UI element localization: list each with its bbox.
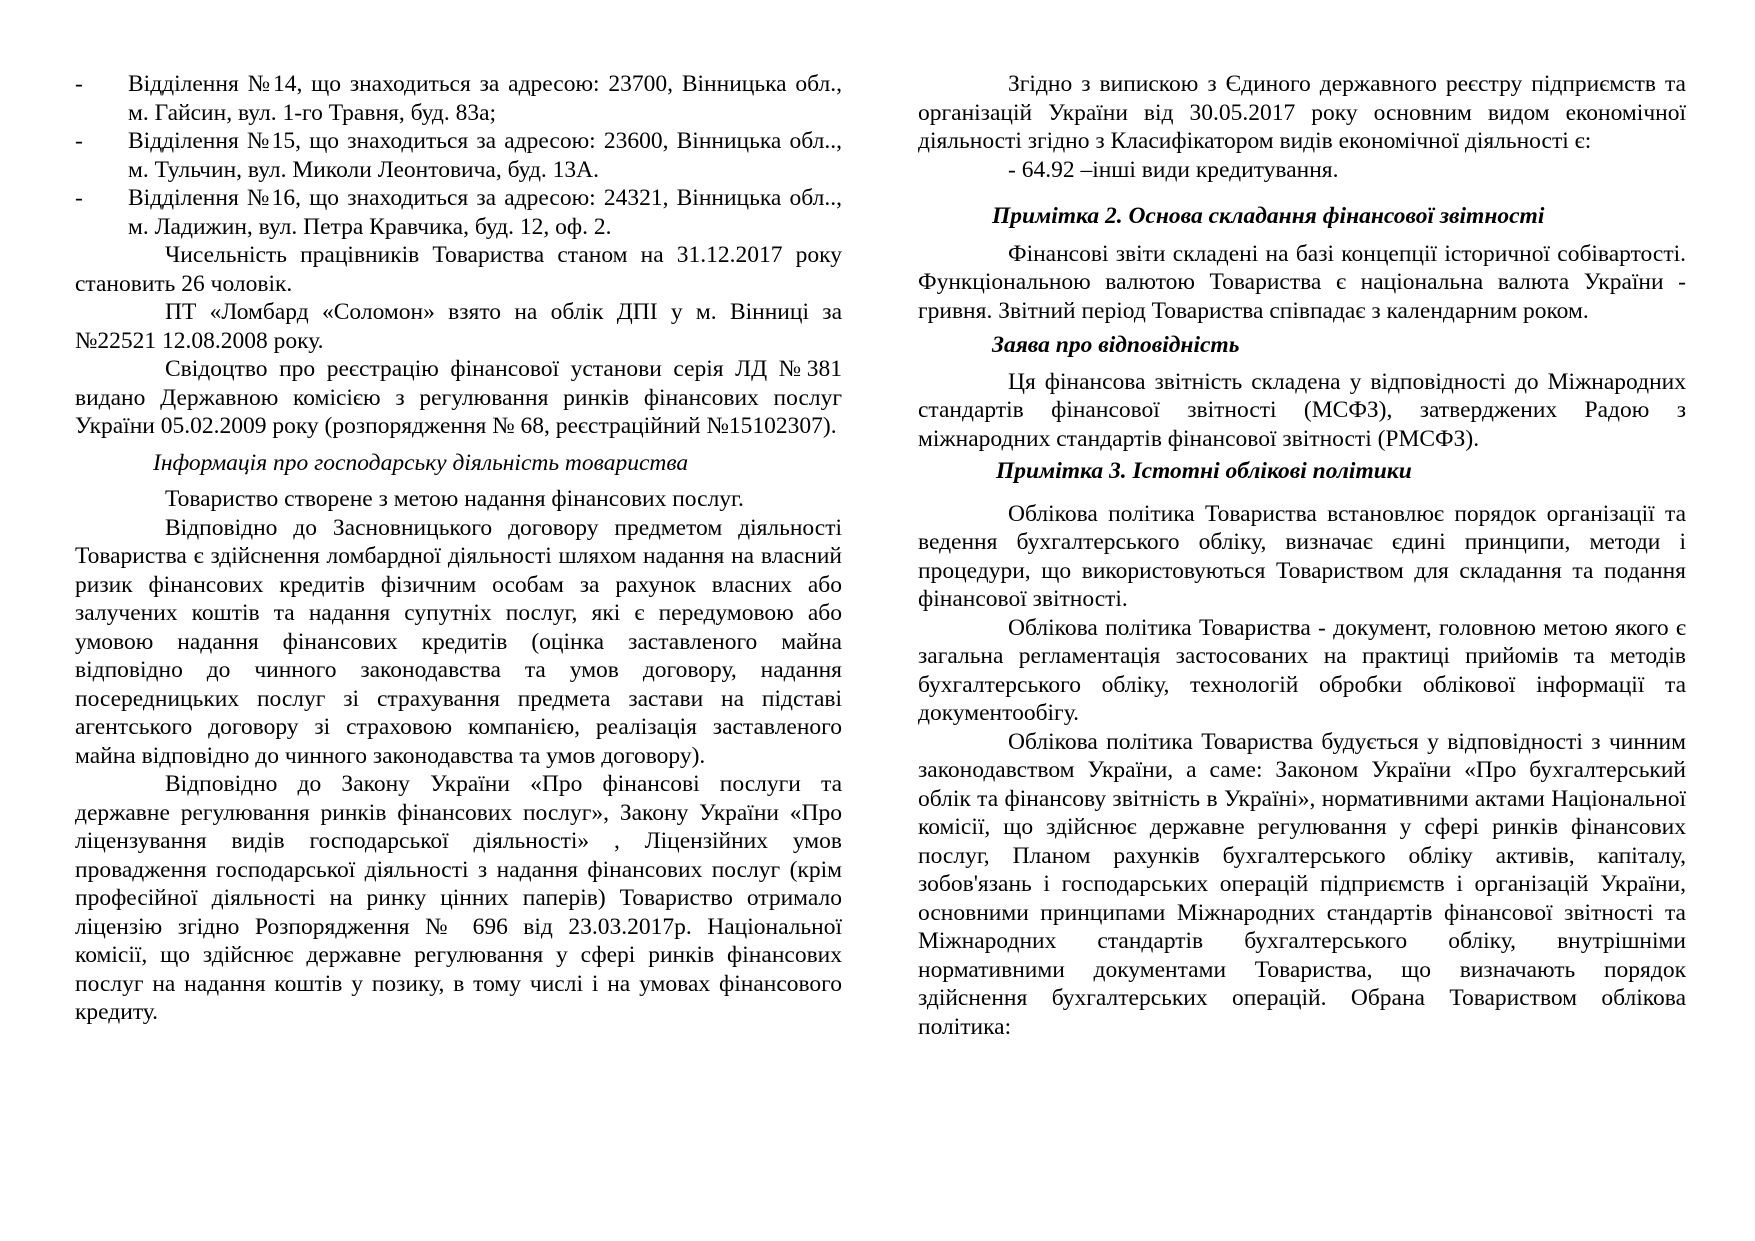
- note-2-heading: Примітка 2. Основа складання фінансової звітності: [992, 203, 1545, 229]
- bullet-dash: -: [75, 185, 83, 211]
- note-3-heading: Примітка 3. Істотні облікові політики: [996, 458, 1412, 484]
- branch-16-item: [75, 184, 842, 241]
- tax-registration-paragraph: ПТ «Ломбард «Соломон» взято на облік ДПІ у м. Вінниці за №22521 12.08.2008 року.: [75, 299, 842, 354]
- kved-line: - 64.92 –інші види кредитування.: [1008, 156, 1339, 183]
- activity-heading: Інформація про господарську діяльність товариства: [153, 449, 689, 476]
- branch-14-text: Відділення №14, що знаходиться за адресою: 23700, Вінницька обл., м. Гайсин, вул. 1-го Травня, буд. 83а;: [128, 71, 842, 126]
- compliance-heading: Заява про відповідність: [992, 332, 1240, 358]
- basis-paragraph: Фінансові звіти складені на базі концепції історичної собівартості. Функціональною валютою Товариства є національна валюта України - гривня. Звітний період Товариства співпадає з календарним роком.: [918, 240, 1686, 324]
- license-paragraph: Відповідно до Закону України «Про фінансові послуги та державне регулювання ринків фінансових послуг», Закону України «Про ліцензування видів господарської діяльності» , Ліцензійних умов провадження господарської діяльності з надання фінансових послуг (крім професійної діяльності на ринку цінних паперів) Товариство отримало ліцензію згідно Розпорядження № 696 від 23.03.2017р. Національної комісії, що здійснює державне регулювання у сфері ринків фінансових послуг на надання коштів у позику, в тому числі і на умовах фінансового кредиту.: [75, 771, 842, 1025]
- left-column: [75, 70, 842, 1027]
- branch-15-item: [75, 127, 842, 184]
- accounting-policy-paragraph-3: Облікова політика Товариства будується у відповідності з чинним законодавством України, а саме: Законом України «Про бухгалтерський облік та фінансову звітність в Україні», нормативними актами Національної комісії, що здійснює державне регулювання у сфері ринків фінансових послуг, Планом рахунків бухгалтерського обліку активів, капіталу, зобов'язань і господарських операцій підприємств і організацій України, основними принципами Міжнародних стандартів фінансової звітності та Міжнародних стандартів бухгалтерського обліку, внутрішніми нормативними документами Товариства, що визначають порядок здійснення бухгалтерських операцій. Обрана Товариством облікова політика:: [918, 728, 1686, 1040]
- certificate-paragraph: Свідоцтво про реєстрацію фінансової установи серія ЛД №381 видано Державною комісією з регулювання ринків фінансових послуг України 05.02.2009 року (розпорядження № 68, реєстраційний №15102307).: [75, 356, 842, 439]
- registry-paragraph: Згідно з випискою з Єдиного державного реєстру підприємств та організацій України від 30.05.2017 року основним видом економічної діяльності згідно з Класифікатором видів економічної діяльності є:: [918, 71, 1686, 154]
- bullet-dash: -: [75, 71, 83, 97]
- bullet-dash: -: [75, 128, 83, 154]
- staff-count-paragraph: Чисельність працівників Товариства станом на 31.12.2017 року становить 26 чоловік.: [75, 242, 842, 297]
- founding-agreement-paragraph: Відповідно до Засновницького договору предметом діяльності Товариства є здійснення ломбардної діяльності шляхом надання на власний ризик фінансових кредитів фізичним особам за рахунок власних або залучених коштів та надання супутніх послуг, які є передумовою або умовою надання фінансових кредитів (оцінка заставленого майна відповідно до чинного законодавства та умов договору, надання посередницьких послуг зі страхування предмета застави на підставі агентського договору зі страховою компанією, реалізація заставленого майна відповідно до чинного законодавства та умов договору).: [75, 514, 842, 769]
- branch-14-item: [75, 70, 842, 127]
- branch-15-text: Відділення №15, що знаходиться за адресою: 23600, Вінницька обл.., м. Тульчин, вул. Миколи Леонтовича, буд. 13А.: [128, 128, 842, 183]
- accounting-policy-paragraph-1: Облікова політика Товариства встановлює порядок організації та ведення бухгалтерського обліку, визначає єдині принципи, методи і процедури, що використовуються Товариством для складання та подання фінансової звітності.: [918, 500, 1686, 612]
- compliance-paragraph: Ця фінансова звітність складена у відповідності до Міжнародних стандартів фінансової звітності (МСФЗ), затверджених Радою з міжнародних стандартів фінансової звітності (РМСФЗ).: [918, 368, 1686, 452]
- accounting-policy-paragraph-2: Облікова політика Товариства - документ, головною метою якого є загальна регламентація застосованих на практиці прийомів та методів бухгалтерського обліку, технологій обробки облікової інформації та документообігу.: [918, 614, 1686, 726]
- purpose-paragraph: Товариство створене з метою надання фінансових послуг.: [165, 486, 744, 512]
- branch-16-text: Відділення №16, що знаходиться за адресою: 24321, Вінницька обл.., м. Ладижин, вул. Петра Кравчика, буд. 12, оф. 2.: [128, 185, 842, 240]
- right-column: [918, 70, 1686, 1041]
